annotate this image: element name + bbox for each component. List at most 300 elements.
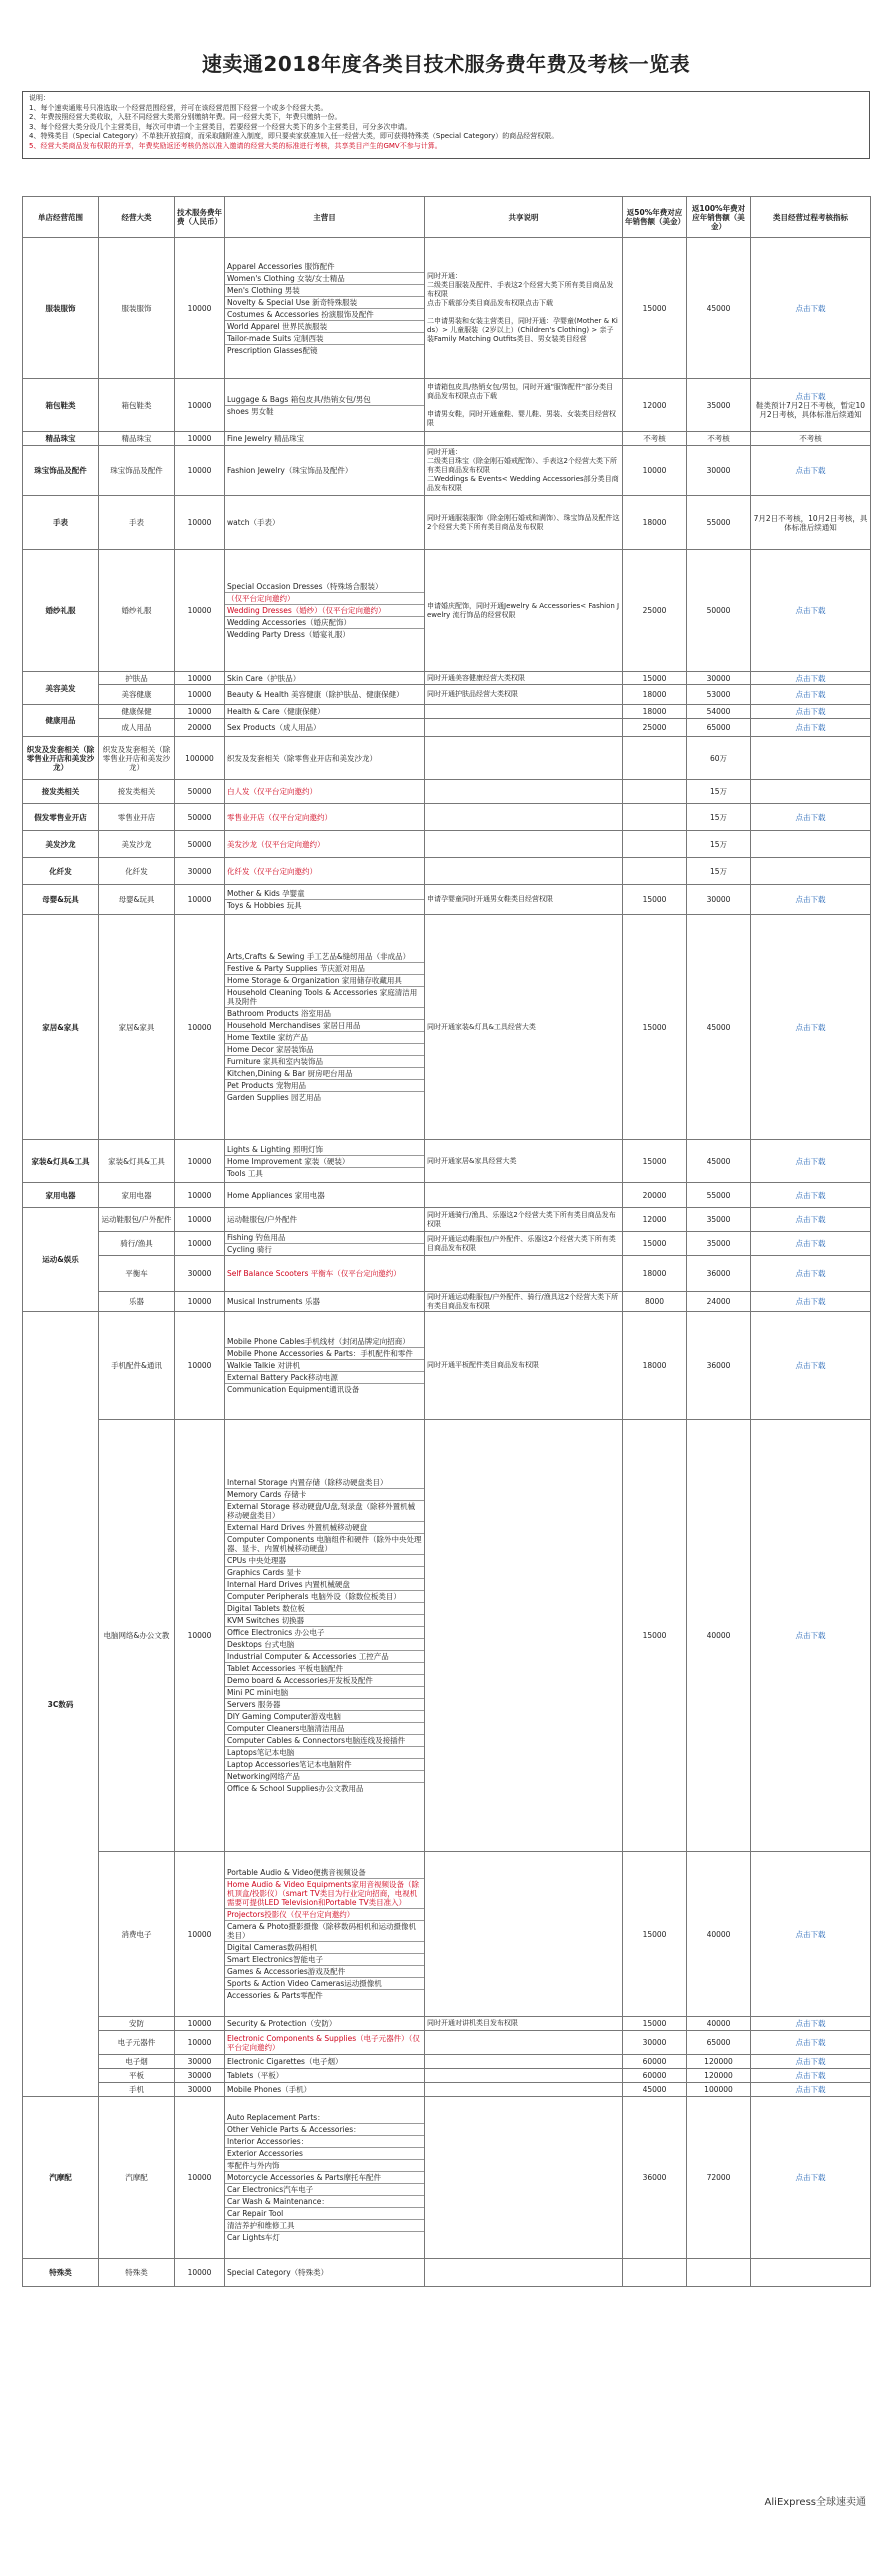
cell-category: 服装服饰 bbox=[99, 238, 175, 379]
main-category-item: Furniture 家具和室内装饰品 bbox=[225, 1056, 424, 1068]
cell-refund50: 15000 bbox=[623, 1420, 687, 1852]
cell-main-categories bbox=[225, 1140, 425, 1183]
cell-main-categories bbox=[225, 1208, 425, 1232]
table-row bbox=[23, 2031, 871, 2055]
cell-refund50: 18000 bbox=[623, 705, 687, 719]
cell-category: 手机配件&通讯 bbox=[99, 1312, 175, 1420]
cell-kpi bbox=[751, 885, 871, 915]
cell-fee: 30000 bbox=[175, 2069, 225, 2083]
cell-refund50 bbox=[623, 2259, 687, 2287]
main-category-item: shoes 男女鞋 bbox=[227, 406, 274, 416]
download-link[interactable]: 点击下载 bbox=[795, 2019, 826, 2028]
cell-main-categories bbox=[225, 379, 425, 432]
download-link[interactable]: 点击下载 bbox=[795, 1156, 826, 1166]
cell-share: 同时开通家居&家具经营大类 bbox=[425, 1140, 623, 1183]
cell-kpi bbox=[751, 1140, 871, 1183]
cell-kpi bbox=[751, 1183, 871, 1208]
cell-main-categories bbox=[225, 446, 425, 496]
cell-refund50: 12000 bbox=[623, 379, 687, 432]
download-link[interactable]: 点击下载 bbox=[795, 673, 826, 683]
cell-main-categories bbox=[225, 550, 425, 672]
cell-fee: 10000 bbox=[175, 2031, 225, 2055]
cell-refund50: 8000 bbox=[623, 1292, 687, 1312]
cell-share: 申请箱包皮具/热销女包/男包，同时开通"服饰配件"部分类目商品发布权限点击下载 申请男女鞋，同时开通童鞋、婴儿鞋、男装、女装类目经营权限 bbox=[425, 379, 623, 432]
main-category-item: Mobile Phones（手机） bbox=[227, 2085, 312, 2094]
cell-main-categories bbox=[225, 1292, 425, 1312]
main-category-item: Cycling 骑行 bbox=[227, 1245, 272, 1254]
cell-kpi bbox=[751, 446, 871, 496]
cell-kpi bbox=[751, 2097, 871, 2259]
cell-scope: 箱包鞋类 bbox=[23, 379, 99, 432]
cell-main-categories bbox=[225, 1256, 425, 1292]
download-link[interactable]: 点击下载 bbox=[795, 2085, 826, 2094]
main-category-item: Pet Products 宠物用品 bbox=[225, 1080, 424, 1092]
main-category-item: Motorcycle Accessories & Parts摩托车配件 bbox=[225, 2172, 424, 2184]
cell-main-categories bbox=[225, 915, 425, 1140]
download-link[interactable]: 点击下载 bbox=[795, 391, 826, 401]
table-row bbox=[23, 2083, 871, 2097]
cell-main-categories bbox=[225, 672, 425, 685]
main-category-item: 零售业开店（仅平台定向邀约） bbox=[227, 812, 332, 822]
table-row bbox=[23, 685, 871, 705]
main-category-item: Mini PC mini电脑 bbox=[225, 1687, 424, 1699]
main-category-item: 运动鞋服包/户外配件 bbox=[227, 1215, 298, 1224]
cell-share bbox=[425, 719, 623, 737]
cell-category: 化纤发 bbox=[99, 858, 175, 885]
cell-main-categories bbox=[225, 2017, 425, 2031]
cell-category: 乐器 bbox=[99, 1292, 175, 1312]
cell-share bbox=[425, 432, 623, 446]
cell-category: 安防 bbox=[99, 2017, 175, 2031]
note-line: 说明： bbox=[29, 94, 50, 102]
cell-refund100: 55000 bbox=[687, 1183, 751, 1208]
cell-share bbox=[425, 2055, 623, 2069]
main-category-item: Men's Clothing 男装 bbox=[225, 285, 424, 297]
header-scope: 单店经营范围 bbox=[23, 197, 99, 238]
cell-refund50: 15000 bbox=[623, 1232, 687, 1256]
table-row bbox=[23, 432, 871, 446]
page-title: 速卖通2018年度各类目技术服务费年费及考核一览表 bbox=[201, 52, 691, 76]
main-category-item: Fishing 钓鱼用品 bbox=[225, 1232, 424, 1244]
download-link[interactable]: 点击下载 bbox=[795, 466, 826, 475]
main-category-item: Household Merchandises 家居日用品 bbox=[225, 1020, 424, 1032]
main-category-item: Computer Peripherals 电脑外设（除数位板类目） bbox=[225, 1591, 424, 1603]
cell-kpi bbox=[751, 737, 871, 780]
table-row bbox=[23, 1140, 871, 1183]
cell-main-categories bbox=[225, 2259, 425, 2287]
main-category-item: 白人发（仅平台定向邀约） bbox=[227, 787, 317, 796]
cell-scope: 珠宝饰品及配件 bbox=[23, 446, 99, 496]
cell-share bbox=[425, 831, 623, 858]
cell-refund50: 18000 bbox=[623, 685, 687, 705]
cell-refund50: 12000 bbox=[623, 1208, 687, 1232]
main-category-item: Sex Products（成人用品） bbox=[227, 723, 321, 732]
cell-kpi bbox=[751, 1312, 871, 1420]
main-category-item: Home Storage & Organization 家用储存收藏用具 bbox=[225, 975, 424, 987]
cell-kpi bbox=[751, 238, 871, 379]
main-category-item: Laptop Accessories笔记本电脑附件 bbox=[225, 1759, 424, 1771]
main-category-item: Self Balance Scooters 平衡车（仅平台定向邀约） bbox=[227, 1269, 401, 1278]
note-line: 5、经营大类商品发布权限的开享，年费奖励返还考核仍然以准入邀请的经营大类的标准进行考核，共享类目产生的GMV不参与计算。 bbox=[29, 141, 442, 150]
main-category-item: Tools 工具 bbox=[227, 1168, 263, 1178]
table-row bbox=[23, 446, 871, 496]
cell-main-categories bbox=[225, 705, 425, 719]
cell-kpi bbox=[751, 2083, 871, 2097]
table-row bbox=[23, 858, 871, 885]
cell-share bbox=[425, 2069, 623, 2083]
cell-kpi bbox=[751, 804, 871, 831]
cell-refund100: 35000 bbox=[687, 1208, 751, 1232]
cell-refund50: 20000 bbox=[623, 1183, 687, 1208]
cell-kpi bbox=[751, 1256, 871, 1292]
table-row bbox=[23, 238, 871, 379]
cell-kpi bbox=[751, 705, 871, 719]
cell-scope: 婚纱礼服 bbox=[23, 550, 99, 672]
cell-refund100: 30000 bbox=[687, 885, 751, 915]
cell-category: 零售业开店 bbox=[99, 804, 175, 831]
cell-main-categories bbox=[225, 858, 425, 885]
main-category-item: Office & School Supplies办公文教用品 bbox=[227, 1784, 364, 1793]
cell-refund100: 35000 bbox=[687, 379, 751, 432]
header-category: 经营大类 bbox=[99, 197, 175, 238]
cell-refund100: 36000 bbox=[687, 1256, 751, 1292]
download-link[interactable]: 点击下载 bbox=[795, 690, 826, 699]
main-category-item: Portable Audio & Video便携音视频设备 bbox=[225, 1867, 424, 1879]
cell-refund100: 15万 bbox=[687, 780, 751, 804]
main-category-item: Computer Components 电脑组件和硬件（除外中央处理器、显卡、内置机械移动硬盘） bbox=[225, 1534, 424, 1555]
cell-category: 手机 bbox=[99, 2083, 175, 2097]
table-row bbox=[23, 2017, 871, 2031]
header-refund100: 返100%年费对应年销售额（美金） bbox=[687, 197, 751, 238]
cell-fee: 10000 bbox=[175, 1312, 225, 1420]
main-category-item: Security & Protection（安防） bbox=[227, 2019, 337, 2028]
main-category-item: Tailor-made Suits 定制西装 bbox=[225, 333, 424, 345]
table-row bbox=[23, 496, 871, 550]
cell-kpi: 不考核 bbox=[751, 432, 871, 446]
cell-refund100: 35000 bbox=[687, 1232, 751, 1256]
main-category-item: Wedding Party Dress（婚宴礼服） bbox=[227, 630, 350, 639]
header-main-category: 主营目 bbox=[225, 197, 425, 238]
download-link[interactable]: 点击下载 bbox=[795, 1022, 826, 1032]
main-category-item: 美发沙龙（仅平台定向邀约） bbox=[227, 839, 325, 849]
cell-refund100 bbox=[687, 2259, 751, 2287]
main-category-item: Arts,Crafts & Sewing 手工艺品&缝纫用品（非成品） bbox=[225, 951, 424, 963]
download-link[interactable]: 点击下载 bbox=[795, 723, 826, 732]
cell-share: 同时开通服装服饰（除金刚石婚戒和满饰）、珠宝饰品及配件这2个经营大类下所有类目商品发布权限 bbox=[425, 496, 623, 550]
download-link[interactable]: 点击下载 bbox=[795, 895, 826, 904]
note-line: 3、每个经营大类分设几个主营类目，每次可申请一个主营类目，若要经营一个经营大类下的多个主营类目，可分多次申请。 bbox=[29, 122, 412, 131]
cell-refund100: 不考核 bbox=[687, 432, 751, 446]
main-category-item: Women's Clothing 女装/女士精品 bbox=[225, 273, 424, 285]
main-category-item: Communication Equipment通讯设备 bbox=[227, 1385, 360, 1394]
cell-refund100: 65000 bbox=[687, 719, 751, 737]
cell-refund100: 15万 bbox=[687, 831, 751, 858]
cell-category: 成人用品 bbox=[99, 719, 175, 737]
cell-main-categories bbox=[225, 1312, 425, 1420]
cell-kpi: 7月2日不考核，10月2日考核，具体标准后续通知 bbox=[751, 496, 871, 550]
cell-share bbox=[425, 858, 623, 885]
cell-refund50: 18000 bbox=[623, 1256, 687, 1292]
cell-share bbox=[425, 2031, 623, 2055]
main-category-item: Kitchen,Dining & Bar 厨房吧台用品 bbox=[225, 1068, 424, 1080]
table-row bbox=[23, 804, 871, 831]
cell-share bbox=[425, 705, 623, 719]
cell-main-categories bbox=[225, 831, 425, 858]
cell-main-categories bbox=[225, 685, 425, 705]
cell-kpi bbox=[751, 915, 871, 1140]
cell-kpi bbox=[751, 858, 871, 885]
cell-category: 消费电子 bbox=[99, 1852, 175, 2017]
cell-category: 母婴&玩具 bbox=[99, 885, 175, 915]
main-category-item: Walkie Talkie 对讲机 bbox=[225, 1360, 424, 1372]
main-category-item: 清洁养护和维修工具 bbox=[225, 2220, 424, 2232]
cell-category: 护肤品 bbox=[99, 672, 175, 685]
cell-category: 箱包鞋类 bbox=[99, 379, 175, 432]
cell-share bbox=[425, 780, 623, 804]
download-link[interactable]: 点击下载 bbox=[795, 1929, 826, 1939]
cell-scope: 家装&灯具&工具 bbox=[23, 1140, 99, 1183]
main-category-item: Costumes & Accessories 扮演服饰及配件 bbox=[225, 309, 424, 321]
cell-fee: 20000 bbox=[175, 719, 225, 737]
main-category-item: Electronic Cigarettes（电子烟） bbox=[227, 2057, 343, 2066]
cell-main-categories bbox=[225, 737, 425, 780]
main-category-item: Internal Hard Drives 内置机械硬盘 bbox=[225, 1579, 424, 1591]
cell-scope: 母婴&玩具 bbox=[23, 885, 99, 915]
cell-kpi bbox=[751, 1852, 871, 2017]
cell-refund100: 60万 bbox=[687, 737, 751, 780]
cell-refund50 bbox=[623, 737, 687, 780]
cell-share bbox=[425, 804, 623, 831]
cell-kpi bbox=[751, 1232, 871, 1256]
download-link[interactable]: 点击下载 bbox=[795, 1215, 826, 1224]
main-category-item: Car Repair Tool bbox=[225, 2208, 424, 2220]
note-line: 4、特殊类目（Special Category）不单独开放招商，而采取随附准入制度，即只要卖家获准加入任一经营大类，即可获得特殊类（Special Category）的商品经营权限。 bbox=[29, 132, 559, 140]
cell-main-categories bbox=[225, 719, 425, 737]
cell-fee: 100000 bbox=[175, 737, 225, 780]
download-link[interactable]: 点击下载 bbox=[795, 303, 826, 313]
table-row bbox=[23, 2259, 871, 2287]
main-category-item: Home Textile 家纺产品 bbox=[225, 1032, 424, 1044]
cell-scope: 精品珠宝 bbox=[23, 432, 99, 446]
cell-fee: 50000 bbox=[175, 804, 225, 831]
main-category-item: Camera & Photo摄影摄像（除移数码相机和运动摄像机类目） bbox=[225, 1921, 424, 1942]
main-category-item: watch（手表） bbox=[227, 518, 280, 527]
cell-fee: 10000 bbox=[175, 1140, 225, 1183]
main-category-item: Memory Cards 存储卡 bbox=[225, 1489, 424, 1501]
main-category-item: 织发及发套相关（除零售业开店和美发沙龙） bbox=[227, 753, 377, 763]
cell-refund50: 60000 bbox=[623, 2069, 687, 2083]
cell-kpi bbox=[751, 550, 871, 672]
cell-fee: 10000 bbox=[175, 685, 225, 705]
cell-fee: 10000 bbox=[175, 672, 225, 685]
cell-fee: 10000 bbox=[175, 1183, 225, 1208]
download-link[interactable]: 点击下载 bbox=[795, 606, 826, 615]
cell-main-categories bbox=[225, 432, 425, 446]
cell-refund50: 10000 bbox=[623, 446, 687, 496]
cell-scope: 运动&娱乐 bbox=[23, 1208, 99, 1312]
download-link[interactable]: 点击下载 bbox=[795, 812, 826, 822]
main-category-item: Tablets（平板） bbox=[227, 2071, 284, 2080]
table-row bbox=[23, 2097, 871, 2259]
main-category-item: Apparel Accessories 服饰配件 bbox=[225, 261, 424, 273]
cell-refund50: 25000 bbox=[623, 719, 687, 737]
main-category-item: Games & Accessories游戏及配件 bbox=[225, 1966, 424, 1978]
cell-share: 同时开通骑行/渔具、乐器这2个经营大类下所有类目商品发布权限 bbox=[425, 1208, 623, 1232]
cell-refund100: 40000 bbox=[687, 2017, 751, 2031]
main-category-item: Home Improvement 家装（硬装） bbox=[225, 1156, 424, 1168]
cell-main-categories bbox=[225, 1420, 425, 1852]
cell-refund50: 18000 bbox=[623, 1312, 687, 1420]
main-category-item: Bathroom Products 浴室用品 bbox=[225, 1008, 424, 1020]
cell-category: 家用电器 bbox=[99, 1183, 175, 1208]
cell-category: 珠宝饰品及配件 bbox=[99, 446, 175, 496]
cell-refund50 bbox=[623, 858, 687, 885]
cell-fee: 30000 bbox=[175, 2083, 225, 2097]
main-category-item: Industrial Computer & Accessories 工控产品 bbox=[225, 1651, 424, 1663]
cell-category: 健康保健 bbox=[99, 705, 175, 719]
main-category-item: Auto Replacement Parts： bbox=[225, 2112, 424, 2124]
cell-refund50: 60000 bbox=[623, 2055, 687, 2069]
main-category-item: Home Audio & Video Equipments家用音视频设备（除机顶盒/投影仪）（smart TV类目为行业定向招商，电视机需要可提供LED Television和Portable TV类目准入） bbox=[225, 1879, 424, 1909]
download-link[interactable]: 点击下载 bbox=[795, 1269, 826, 1278]
download-link[interactable]: 点击下载 bbox=[795, 2071, 826, 2080]
main-category-item: Car Lights车灯 bbox=[227, 2233, 280, 2242]
download-link[interactable]: 点击下载 bbox=[795, 2173, 826, 2182]
cell-main-categories bbox=[225, 885, 425, 915]
cell-kpi bbox=[751, 2055, 871, 2069]
table-row bbox=[23, 1232, 871, 1256]
cell-share: 同时开通对讲机类目发布权限 bbox=[425, 2017, 623, 2031]
cell-refund50: 25000 bbox=[623, 550, 687, 672]
cell-main-categories bbox=[225, 496, 425, 550]
cell-fee: 10000 bbox=[175, 1420, 225, 1852]
cell-main-categories bbox=[225, 1232, 425, 1256]
cell-refund50: 36000 bbox=[623, 2097, 687, 2259]
cell-refund50: 15000 bbox=[623, 915, 687, 1140]
cell-category: 电子烟 bbox=[99, 2055, 175, 2069]
main-category-item: Servers 服务器 bbox=[225, 1699, 424, 1711]
cell-kpi bbox=[751, 1292, 871, 1312]
cell-refund100: 30000 bbox=[687, 446, 751, 496]
main-category-item: Special Category（特殊类） bbox=[227, 2268, 329, 2277]
cell-main-categories bbox=[225, 1852, 425, 2017]
main-category-item: Sports & Action Video Cameras运动摄像机 bbox=[225, 1978, 424, 1990]
main-category-item: Smart Electronics智能电子 bbox=[225, 1954, 424, 1966]
download-link[interactable]: 点击下载 bbox=[795, 1361, 826, 1370]
cell-fee: 10000 bbox=[175, 379, 225, 432]
cell-fee: 30000 bbox=[175, 858, 225, 885]
table-row bbox=[23, 1852, 871, 2017]
cell-kpi bbox=[751, 2017, 871, 2031]
cell-scope: 特殊类 bbox=[23, 2259, 99, 2287]
cell-refund50: 15000 bbox=[623, 1140, 687, 1183]
cell-refund100: 120000 bbox=[687, 2055, 751, 2069]
cell-share bbox=[425, 1420, 623, 1852]
download-link[interactable]: 点击下载 bbox=[795, 1190, 826, 1200]
table-row bbox=[23, 885, 871, 915]
table-row bbox=[23, 915, 871, 1140]
cell-scope: 汽摩配 bbox=[23, 2097, 99, 2259]
cell-scope: 美容美发 bbox=[23, 672, 99, 705]
main-category-item: Health & Care（健康保健） bbox=[227, 707, 325, 716]
main-category-item: Computer Cleaners电脑清洁用品 bbox=[225, 1723, 424, 1735]
cell-kpi bbox=[751, 2069, 871, 2083]
main-category-item: Exterior Accessories bbox=[225, 2148, 424, 2160]
main-category-item: Interior Accessories： bbox=[225, 2136, 424, 2148]
main-category-item: Wedding Dresses（婚纱）（仅平台定向邀约） bbox=[225, 605, 424, 617]
table-row bbox=[23, 2069, 871, 2083]
download-link[interactable]: 点击下载 bbox=[795, 1297, 826, 1306]
main-category-item: Garden Supplies 园艺用品 bbox=[227, 1093, 321, 1102]
cell-category: 美发沙龙 bbox=[99, 831, 175, 858]
cell-kpi bbox=[751, 672, 871, 685]
main-category-item: 化纤发（仅平台定向邀约） bbox=[227, 866, 317, 876]
main-category-item: Mother & Kids 孕婴童 bbox=[225, 888, 424, 900]
cell-scope: 家用电器 bbox=[23, 1183, 99, 1208]
main-category-item: Fashion Jewelry（珠宝饰品及配件） bbox=[227, 466, 353, 475]
cell-share: 同时开通运动鞋服包/户外配件、乐器这2个经营大类下所有类目商品发布权限 bbox=[425, 1232, 623, 1256]
cell-refund100: 36000 bbox=[687, 1312, 751, 1420]
cell-kpi bbox=[751, 1208, 871, 1232]
table-row bbox=[23, 1256, 871, 1292]
header-share: 共享说明 bbox=[425, 197, 623, 238]
main-category-item: Projectors投影仪（仅平台定向邀约） bbox=[225, 1909, 424, 1921]
cell-kpi bbox=[751, 685, 871, 705]
cell-scope: 织发及发套相关（除零售业开店和美发沙龙） bbox=[23, 737, 99, 780]
cell-refund50 bbox=[623, 780, 687, 804]
table-row bbox=[23, 719, 871, 737]
download-link[interactable]: 点击下载 bbox=[795, 2038, 826, 2047]
main-category-item: Laptops笔记本电脑 bbox=[225, 1747, 424, 1759]
cell-scope: 化纤发 bbox=[23, 858, 99, 885]
download-link[interactable]: 点击下载 bbox=[795, 2057, 826, 2066]
cell-kpi bbox=[751, 1420, 871, 1852]
main-category-item: Internal Storage 内置存储（除移动硬盘类目） bbox=[225, 1477, 424, 1489]
cell-fee: 50000 bbox=[175, 780, 225, 804]
cell-main-categories bbox=[225, 780, 425, 804]
download-link[interactable]: 点击下载 bbox=[795, 707, 826, 716]
cell-refund100: 72000 bbox=[687, 2097, 751, 2259]
cell-category: 美容健康 bbox=[99, 685, 175, 705]
table-row bbox=[23, 672, 871, 685]
table-row bbox=[23, 737, 871, 780]
main-category-item: Beauty & Health 美容健康（除护肤品、健康保健） bbox=[227, 690, 404, 699]
main-category-item: Novelty & Special Use 新奇特殊服装 bbox=[225, 297, 424, 309]
cell-share: 同时开通： 二级类目服装及配件、手表这2个经营大类下所有类目商品发布权限 点击下载部分类目商品发布权限点击下载 二申请男装和女装主营类目，同时开通：孕婴童(Mother & Kids）> 儿童服装（2岁以上）(Children's Clothing) > 亲子装Family Matching Outfits类目、男女装类目经营 bbox=[425, 238, 623, 379]
cell-share bbox=[425, 1183, 623, 1208]
cell-fee: 10000 bbox=[175, 1292, 225, 1312]
main-category-item: Tablet Accessories 平板电脑配件 bbox=[225, 1663, 424, 1675]
cell-refund100: 40000 bbox=[687, 1852, 751, 2017]
main-category-item: Skin Care（护肤品） bbox=[227, 673, 301, 683]
main-category-item: Wedding Accessories（婚庆配饰） bbox=[225, 617, 424, 629]
table-row bbox=[23, 705, 871, 719]
main-category-item: Networking网络产品 bbox=[225, 1771, 424, 1783]
cell-fee: 50000 bbox=[175, 831, 225, 858]
cell-scope: 健康用品 bbox=[23, 705, 99, 737]
cell-share bbox=[425, 1256, 623, 1292]
download-link[interactable]: 点击下载 bbox=[795, 1631, 826, 1640]
cell-refund50: 不考核 bbox=[623, 432, 687, 446]
table-row bbox=[23, 1183, 871, 1208]
cell-kpi bbox=[751, 2031, 871, 2055]
main-category-item: World Apparel 世界民族服装 bbox=[225, 321, 424, 333]
main-category-item: Office Electronics 办公电子 bbox=[225, 1627, 424, 1639]
main-category-item: Digital Tablets 数位板 bbox=[225, 1603, 424, 1615]
table-row bbox=[23, 831, 871, 858]
cell-category: 平板 bbox=[99, 2069, 175, 2083]
download-link[interactable]: 点击下载 bbox=[795, 1239, 826, 1248]
